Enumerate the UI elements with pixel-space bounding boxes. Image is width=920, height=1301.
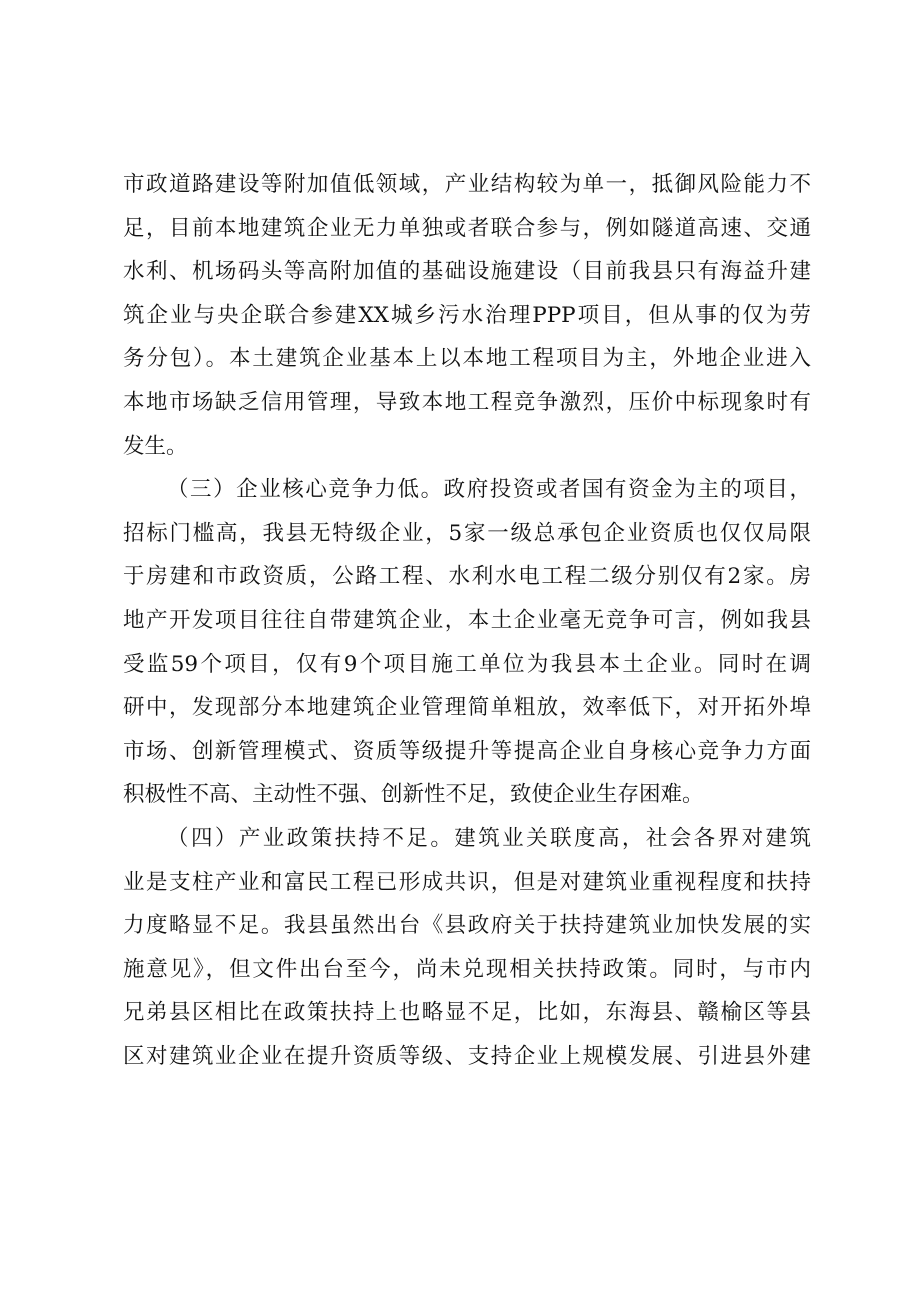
- body-text: [123, 163, 811, 1078]
- section-heading-line: （三）企业核心竞争力低。政府投资或者国有资金为主的项目，: [167, 477, 811, 503]
- text-line: 市场、创新管理模式、资质等级提升等提高企业自身核心竞争力方面: [123, 738, 811, 764]
- text-line: 兄弟县区相比在政策扶持上也略显不足，比如，东海县、赣榆区等县: [123, 1000, 811, 1026]
- text-line: 地产开发项目往往自带建筑企业，本土企业毫无竞争可言，例如我县: [123, 607, 811, 633]
- section-heading-line: （四）产业政策扶持不足。建筑业关联度高，社会各界对建筑: [167, 825, 811, 851]
- text-line: 市政道路建设等附加值低领域，产业结构较为单一，抵御风险能力不: [123, 172, 811, 197]
- text-line: 发生。: [123, 433, 188, 459]
- text-line: 本地市场缺乏信用管理，导致本地工程竞争激烈，压价中标现象时有: [123, 389, 811, 415]
- text-line: 于房建和市政资质，公路工程、水利水电工程二级分别仅有2家。房: [123, 564, 811, 590]
- text-line: 足，目前本地建筑企业无力单独或者联合参与，例如隧道高速、交通: [123, 215, 811, 241]
- text-line: 区对建筑业企业在提升资质等级、支持企业上规模发展、引进县外建: [123, 1043, 811, 1069]
- text-line: 施意见》，但文件出台至今，尚未兑现相关扶持政策。同时，与市内: [123, 956, 811, 982]
- text-line: 积极性不高、主动性不强、创新性不足，致使企业生存困难。: [123, 782, 704, 808]
- text-line: 力度略显不足。我县虽然出台《县政府关于扶持建筑业加快发展的实: [123, 913, 811, 939]
- text-line: 业是支柱产业和富民工程已形成共识，但是对建筑业重视程度和扶持: [123, 869, 811, 895]
- text-line: 水利、机场码头等高附加值的基础设施建设（目前我县只有海益升建: [123, 259, 811, 285]
- text-line: 筑企业与央企联合参建XX城乡污水治理PPP项目，但从事的仅为劳: [123, 302, 811, 328]
- text-line: 受监59个项目，仅有9个项目施工单位为我县本土企业。同时在调: [123, 651, 811, 677]
- text-line: 招标门槛高，我县无特级企业，5家一级总承包企业资质也仅仅局限: [123, 520, 811, 546]
- text-line: 研中，发现部分本地建筑企业管理简单粗放，效率低下，对开拓外埠: [123, 695, 811, 721]
- text-line: 务分包）。本土建筑企业基本上以本地工程项目为主，外地企业进入: [123, 346, 811, 372]
